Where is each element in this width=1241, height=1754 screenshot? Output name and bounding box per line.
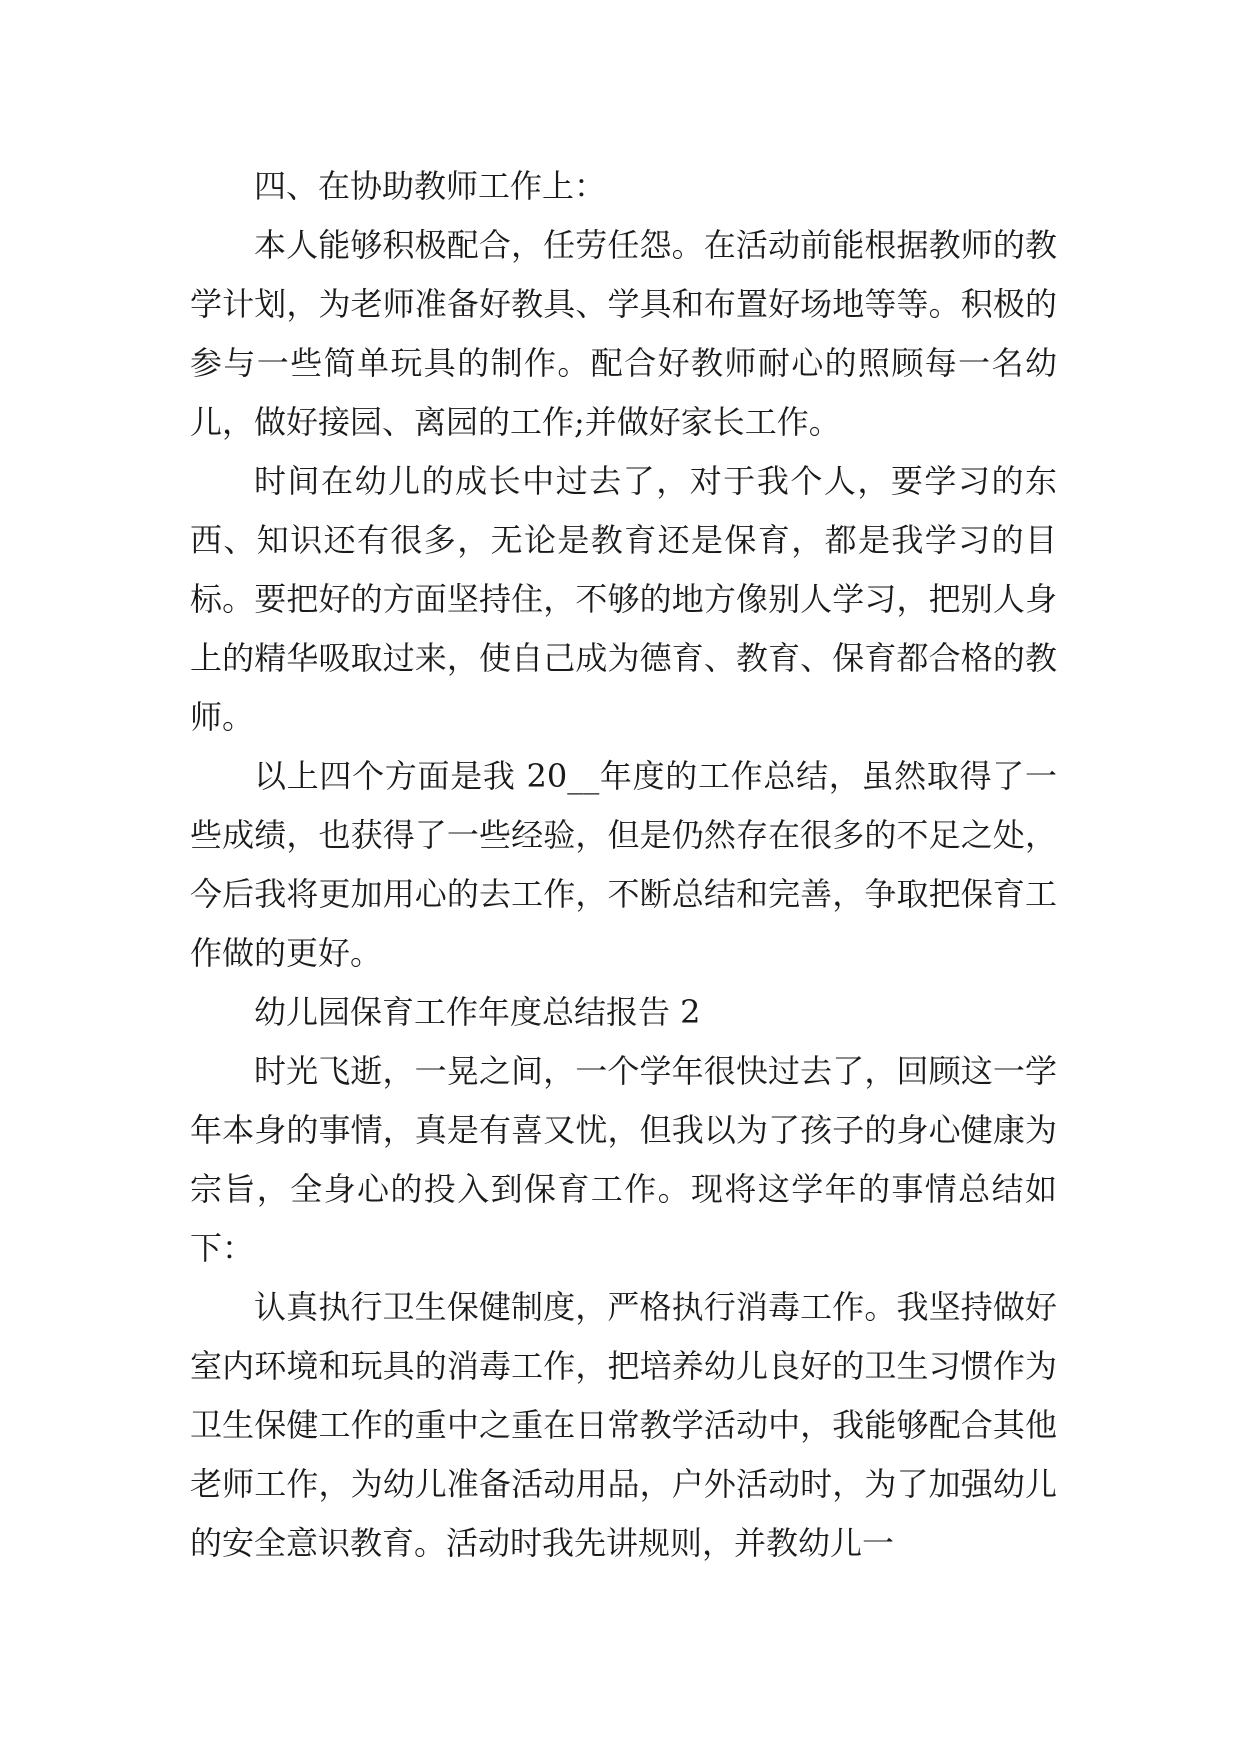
report-title-2: 幼儿园保育工作年度总结报告 2	[254, 993, 701, 1031]
paragraph-hygiene: 认真执行卫生保健制度，严格执行消毒工作。我坚持做好室内环境和玩具的消毒工作，把培养幼儿良好的卫生习惯作为卫生保健工作的重中之重在日常教学活动中，我能够配合其他老师工作，为幼儿准备活动用品，户外活动时，为了加强幼儿的安全意识教育。活动时我先讲规则，并教幼儿一	[190, 1288, 1057, 1562]
paragraph-assist-teacher: 本人能够积极配合，任劳任怨。在活动前能根据教师的教学计划，为老师准备好教具、学具和布置好场地等等。积极的参与一些简单玩具的制作。配合好教师耐心的照顾每一名幼儿，做好接园、离园的工作;并做好家长工作。	[190, 226, 1057, 441]
paragraph-conclusion: 以上四个方面是我 20__年度的工作总结，虽然取得了一些成绩，也获得了一些经验，但是仍然存在很多的不足之处，今后我将更加用心的去工作，不断总结和完善，争取把保育工作做的更好。	[190, 757, 1057, 972]
paragraph-intro-2: 时光飞逝，一晃之间，一个学年很快过去了，回顾这一学年本身的事情，真是有喜又忧，但我以为了孩子的身心健康为宗旨，全身心的投入到保育工作。现将这学年的事情总结如下：	[190, 1052, 1057, 1267]
paragraph-reflection: 时间在幼儿的成长中过去了，对于我个人，要学习的东西、知识还有很多，无论是教育还是保育，都是我学习的目标。要把好的方面坚持住，不够的地方像别人学习，把别人身上的精华吸取过来，使自己成为德育、教育、保育都合格的教师。	[190, 462, 1057, 736]
document-body	[190, 157, 1057, 1573]
paragraph-section-four-heading: 四、在协助教师工作上：	[254, 167, 607, 205]
